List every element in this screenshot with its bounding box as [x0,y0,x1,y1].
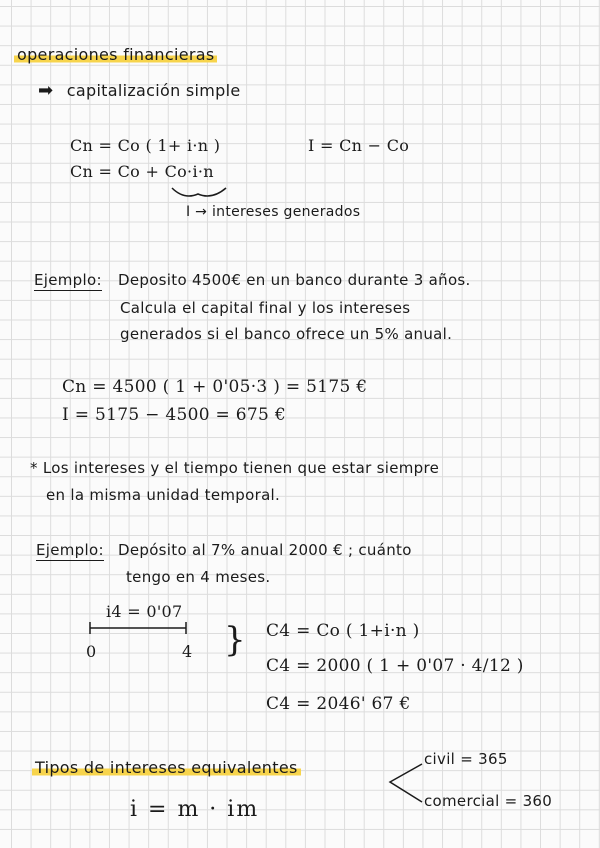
title-text: operaciones financieras [14,45,217,64]
angle-bracket-icon [386,762,426,806]
example1-label-text: Ejemplo: [34,271,102,289]
example1-label [34,271,102,289]
year-civil: civil = 365 [424,750,508,768]
example1-line-3: generados si el banco ofrece un 5% anual. [120,325,453,343]
arrow-right-icon: ➡ [38,80,54,101]
subtitle-text: capitalización simple [66,81,241,100]
example2-calc-result: C4 = 2046' 67 € [266,694,411,714]
example2-label-text: Ejemplo: [36,541,104,559]
curly-brace-icon: } [224,620,246,660]
page-title [14,45,217,64]
example2-calc-substitution: C4 = 2000 ( 1 + 0'07 · 4/12 ) [266,656,524,676]
timeline-start: 0 [86,642,97,661]
example1-calc-interest: I = 5175 − 4500 = 675 € [62,405,286,425]
timeline-rate: i4 = 0'07 [106,602,183,621]
interest-note: I → intereses generados [186,204,361,220]
formula-interest: I = Cn − Co [308,136,410,155]
year-comercial: comercial = 360 [424,792,553,810]
note-line-2: en la misma unidad temporal. [46,486,281,504]
example1-calc-capital: Cn = 4500 ( 1 + 0'05·3 ) = 5175 € [62,377,368,397]
example1-line-1: Deposito 4500€ en un banco durante 3 años. [118,271,471,289]
example2-line-2: tengo en 4 meses. [126,568,271,586]
example2-calc-formula: C4 = Co ( 1+i·n ) [266,621,420,641]
equivalent-title [32,758,301,777]
equivalent-title-text: Tipos de intereses equivalentes [32,758,301,777]
note-line-1: * Los intereses y el tiempo tienen que estar siempre [30,459,440,477]
formula-capital-final: Cn = Co ( 1+ i·n ) [70,136,221,155]
section-subtitle [38,80,241,101]
timeline-line [88,620,188,640]
timeline-end: 4 [182,642,193,661]
equivalent-formula: i = m · im [130,797,260,822]
example2-line-1: Depósito al 7% anual 2000 € ; cuánto [118,541,412,559]
brace-icon [170,186,230,200]
example1-line-2: Calcula el capital final y los intereses [120,299,411,317]
example2-label [36,541,104,559]
formula-capital-expanded: Cn = Co + Co·i·n [70,162,214,181]
